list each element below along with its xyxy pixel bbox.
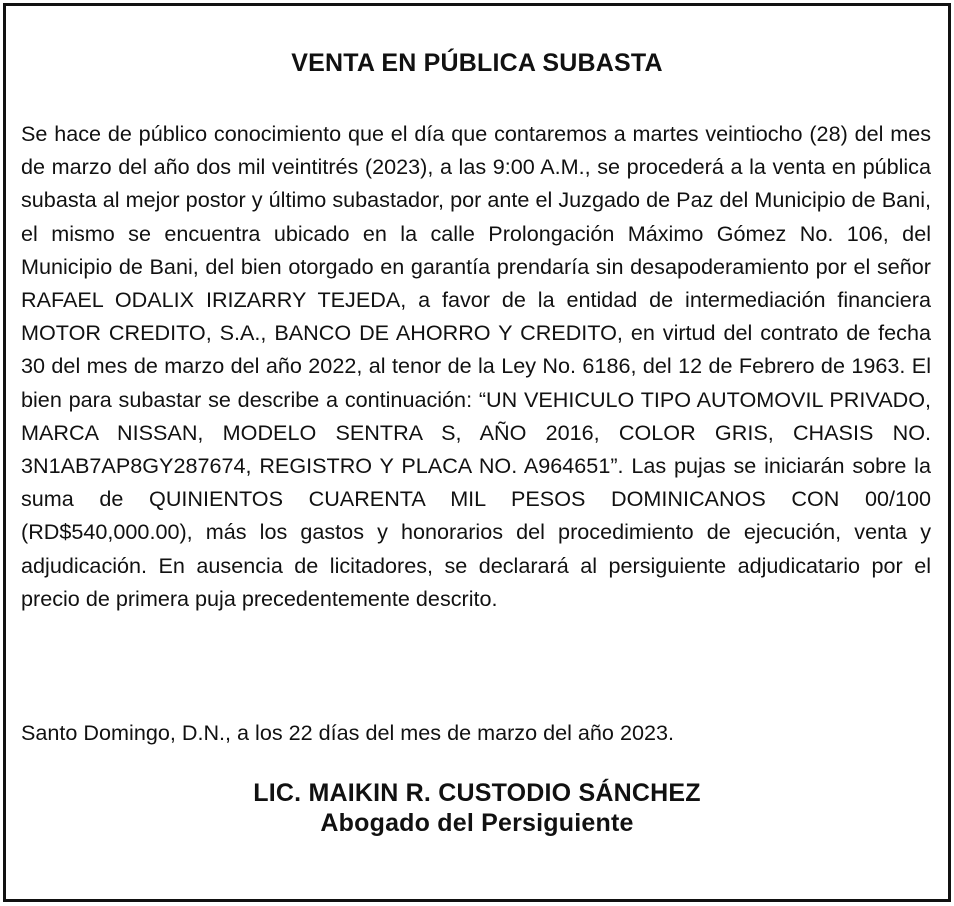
auction-notice [3,3,951,902]
notice-title: VENTA EN PÚBLICA SUBASTA [291,49,663,77]
signature-name: LIC. MAIKIN R. CUSTODIO SÁNCHEZ [253,779,701,807]
signature-role: Abogado del Persiguiente [320,809,634,837]
notice-date-line: Santo Domingo, D.N., a los 22 días del mes de marzo del año 2023. [21,720,674,745]
signature-block [6,778,948,838]
notice-body: Se hace de público conocimiento que el día que contaremos a martes veintiocho (28) del mes de marzo del año dos mil veintitrés (2023), a las 9:00 A.M., se procederá a la venta en pública subasta al mejor postor y último subastador, por ante el Juzgado de Paz del Municipio de Bani, el mismo se encuentra ubicado en la calle Prolongación Máximo Gómez No. 106, del Municipio de Bani, del bien otorgado en garantía prendaría sin desapoderamiento por el señor RAFAEL ODALIX IRIZARRY TEJEDA, a favor de la entidad de intermediación financiera MOTOR CREDITO, S.A., BANCO DE AHORRO Y CREDITO, en virtud del contrato de fecha 30 del mes de marzo del año 2022, al tenor de la Ley No. 6186, del 12 de Febrero de 1963. El bien para subastar se describe a continuación: “UN VEHICULO TIPO AUTOMOVIL PRIVADO, MARCA NISSAN, MODELO SENTRA S, AÑO 2016, COLOR GRIS, CHASIS NO. 3N1AB7AP8GY287674, REGISTRO Y PLACA NO. A964651”. Las pujas se iniciarán sobre la suma de QUINIENTOS CUARENTA MIL PESOS DOMINICANOS CON 00/100 (RD$540,000.00), más los gastos y honorarios del procedimiento de ejecución, venta y adjudicación. En ausencia de licitadores, se declarará al persiguiente adjudicatario por el precio de primera puja precedentemente descrito. [21,121,931,611]
